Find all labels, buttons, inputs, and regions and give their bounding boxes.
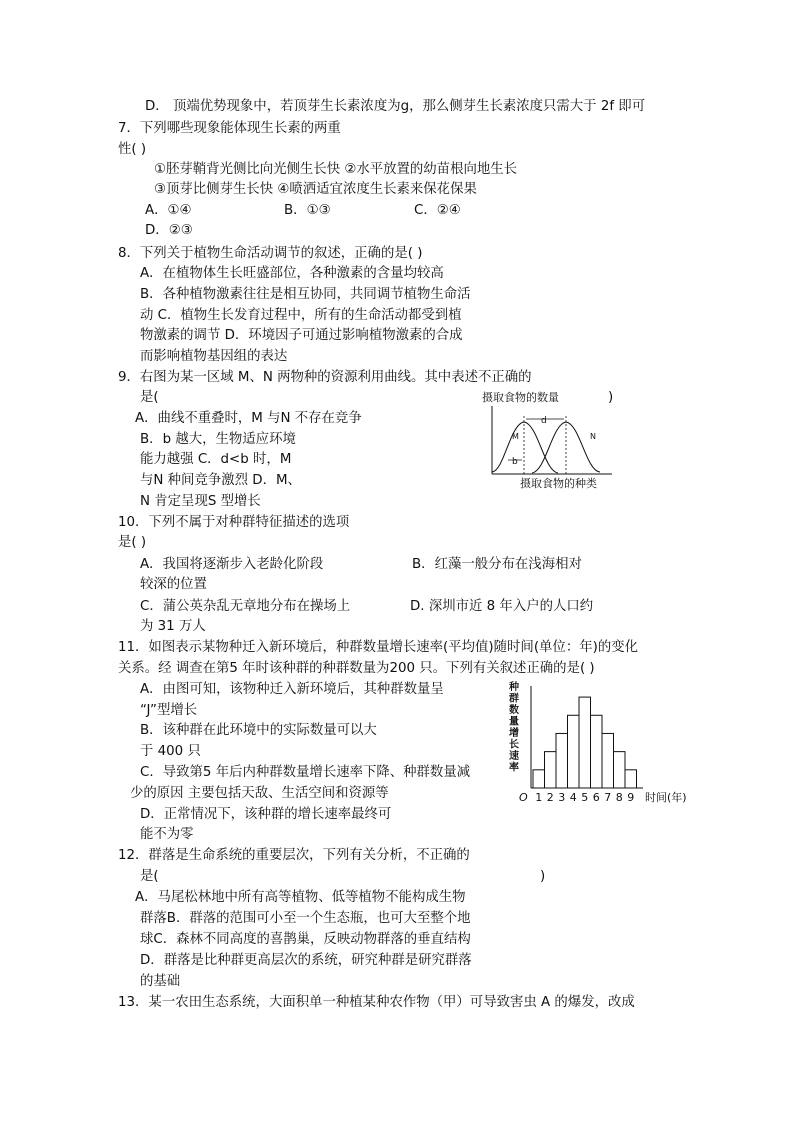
question-10-stem: 10．下列不属于对种群特征描述的选项 — [118, 515, 350, 530]
text-line: 物激素的调节 D．环境因子可通过影响植物激素的合成 — [140, 328, 463, 343]
question-11-stem: 11．如图表示某物种迁入新环境后，种群数量增长速率(平均值)随时间(单位：年)的变化 — [118, 640, 638, 655]
text-line: D．群落是比种群更高层次的系统，研究种群是研究群落 — [140, 953, 472, 968]
text-line: 少的原因 主要包括天敌、生活空间和资源等 — [130, 786, 389, 801]
x-tick-label: 9 — [627, 791, 635, 804]
bar-year-5 — [579, 697, 591, 788]
x-tick-label: 3 — [558, 791, 566, 804]
question-13-stem: 13．某一农田生态系统，大面积单一种植某种农作物（甲）可导致害虫 A 的爆发，改成 — [118, 995, 635, 1010]
option-c: C．②④ — [414, 203, 461, 218]
bar-year-2 — [545, 752, 557, 788]
text-line: 与N 种间竞争激烈 D．M、 — [140, 473, 301, 488]
question-9-stem: 9．右图为某一区域 M、N 两物种的资源利用曲线。其中表述不正确的 — [118, 370, 532, 385]
question-8-stem: 8．下列关于植物生命活动调节的叙述，正确的是( ) — [118, 246, 423, 261]
question-7-stem: 7．下列哪些现象能体现生长素的两重 — [118, 121, 341, 136]
x-tick-label: 7 — [604, 791, 612, 804]
y-label-char: 长 — [509, 739, 519, 751]
text-line: A．由图可知，该物种迁入新环境后，其种群数量呈 — [140, 682, 444, 697]
text-line: 为 31 万人 — [140, 619, 206, 634]
option-b: B．红藻一般分布在浅海相对 — [412, 557, 582, 572]
text-line: D．正常情况下，该种群的增长速率最终可 — [140, 807, 392, 822]
text-line: N 肯定呈现S 型增长 — [140, 494, 261, 509]
text-line: 群落B．群落的范围可小至一个生态瓶，也可大至整个地 — [140, 911, 471, 926]
origin-label: O — [519, 791, 528, 804]
text-line: 于 400 只 — [140, 744, 201, 759]
text-line: 性( ) — [118, 142, 147, 157]
curve-m — [492, 422, 558, 473]
text-line: ①胚芽鞘背光侧比向光侧生长快 ②水平放置的幼苗根向地生长 — [154, 162, 518, 177]
figure-y-label: 摄取食物的数量 — [482, 391, 559, 404]
b-label: b — [512, 457, 518, 467]
growth-rate-chart — [505, 680, 700, 810]
option-d: D. 深圳市近 8 年入户的人口约 — [410, 599, 594, 614]
text-line: A．马尾松林地中所有高等植物、低等植物不能构成生物 — [135, 890, 466, 905]
bar-year-8 — [614, 752, 626, 788]
text-line: B．b 越大，生物适应环境 — [140, 432, 296, 447]
y-label-char: 数 — [509, 705, 519, 716]
option-d: D．②③ — [145, 223, 193, 238]
x-tick-label: 1 — [535, 791, 543, 804]
text-line: C．导致第5 年后内种群数量增长速率下降、种群数量减 — [140, 765, 471, 780]
text-line: 的基础 — [140, 974, 181, 989]
y-label-char: 率 — [509, 762, 519, 774]
bar-year-1 — [533, 770, 545, 788]
text-line: B．各种植物激素往往是相互协同，共同调节植物生命活 — [140, 287, 471, 302]
question-12-stem: 12．群落是生命系统的重要层次，下列有关分析，不正确的 — [118, 848, 470, 863]
text-line: 是( — [140, 390, 159, 405]
x-tick-label: 4 — [569, 791, 577, 804]
bar-year-4 — [568, 715, 580, 788]
figure-x-label: 摄取食物的种类 — [520, 477, 597, 490]
text-line: 是( ) — [118, 535, 147, 550]
x-tick-label: 8 — [615, 791, 623, 804]
chart-x-label: 时间(年) — [645, 791, 687, 804]
bar-year-3 — [556, 733, 568, 788]
text-line: 球C．森林不同高度的喜鹊巢，反映动物群落的垂直结构 — [140, 932, 471, 947]
x-tick-label: 6 — [592, 791, 600, 804]
d-label: d — [541, 416, 547, 426]
text-line: 动 C．植物生长发育过程中，所有的生命活动都受到植 — [140, 308, 462, 323]
text-line: D． 顶端优势现象中，若顶芽生长素浓度为g，那么侧芽生长素浓度只需大于 2f 即可 — [145, 99, 646, 114]
option-a: A．①④ — [145, 203, 192, 218]
bar-year-9 — [625, 770, 637, 788]
text-line: ) — [540, 869, 546, 884]
text-line: 能不为零 — [140, 827, 194, 842]
y-label-char: 量 — [509, 716, 519, 728]
curve-m-label: M — [512, 432, 519, 441]
y-label-char: 增 — [509, 728, 519, 739]
y-label-char: 速 — [509, 751, 519, 762]
text-line: 而影响植物基因组的表达 — [140, 349, 288, 364]
text-line: “J”型增长 — [140, 703, 198, 718]
option-c: C．蒲公英杂乱无章地分布在操场上 — [140, 599, 351, 614]
x-tick-label: 2 — [546, 791, 554, 804]
option-a: A．我国将逐渐步入老龄化阶段 — [140, 557, 324, 572]
y-label-char: 群 — [509, 693, 519, 705]
y-label-char: 种 — [509, 682, 519, 693]
text-line: 关系。经 调查在第5 年时该种群的种群数量为200 只。下列有关叙述正确的是( ) — [118, 661, 595, 676]
bar-year-7 — [602, 733, 614, 788]
text-line: 较深的位置 — [140, 577, 207, 592]
text-line: ) — [608, 390, 614, 405]
chart-y-label — [508, 680, 519, 774]
x-tick-label: 5 — [581, 791, 589, 804]
resource-curve-figure — [478, 388, 618, 490]
text-line: 能力越强 C．d<b 时，M — [140, 452, 292, 467]
text-line: A．曲线不重叠时，M 与N 不存在竞争 — [135, 411, 362, 426]
text-line: A．在植物体生长旺盛部位，各种激素的含量均较高 — [140, 266, 444, 281]
bar-year-6 — [591, 715, 603, 788]
option-b: B．①③ — [284, 203, 331, 218]
text-line: B．该种群在此环境中的实际数量可以大 — [140, 723, 377, 738]
text-line: 是( — [140, 869, 159, 884]
text-line: ③顶芽比侧芽生长快 ④喷洒适宜浓度生长素来保花保果 — [154, 182, 477, 197]
curve-n-label: N — [590, 432, 596, 441]
